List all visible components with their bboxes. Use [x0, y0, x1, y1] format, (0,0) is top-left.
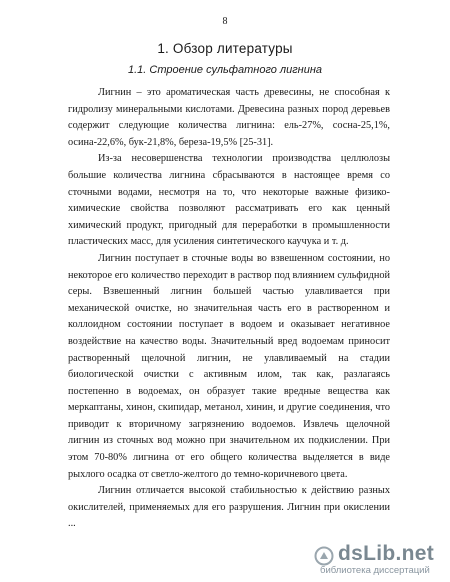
paragraph-wastewater-discharge: Из-за несовершенства технологии производства целлюлозы большие количества лигнина сбрасываются в настоящее время со сточными водами, несмотря на то, что некоторые важные физико-химические свойства позволяют рассматривать его как ценный химический продукт, пригодный для переработки в промышленности пластических масс, для усиления синтетического каучука и т. д.: [68, 153, 390, 248]
paragraph-lignin-definition: Лигнин – это ароматическая часть древесины, не способная к гидролизу минеральными кислотами. Древесина разных пород деревьев содержит следующие количества лигнина: ель-27%, сосна-25,1%, осина-22,6%, бук-21,8%, береза-19,5% [25-31].: [68, 87, 390, 148]
paragraph-lignin-stability: Лигнин отличается высокой стабильностью к действию разных окислителей, применяемых для его разрушения. Лигнин при окислении ...: [68, 485, 390, 530]
section-subheading: 1.1. Строение сульфатного лигнина: [127, 64, 323, 76]
paragraph-lignin-in-wastewater: Лигнин поступает в сточные воды во взвешенном состоянии, но некоторое его количество переходит в раствор под влиянием сульфидной серы. Взвешенный лигнин большей частью улавливается при механической очистке, но значительная часть его в растворенном и коллоидном состоянии поступает в водоем и оказывает негативное воздействие на качество воды. Значительный вред водоемам приносит растворенный щелочной лигнин, не улавливаемый на стадии биологической очистки с активным илом, так как, разлагаясь постепенно в водоемах, он образует такие вредные вещества как меркаптаны, хинон, скипидар, метанол, хинин, и другие соединения, что приводит к вторичному загрязнению водоемов. Извлечь щелочной лигнин из сточных вод можно при значительном их подкислении. При этом 70-80% лигнина от его общего количества выделяется в виде рыхлого осадка от светло-желтого до темно-коричневого цвета.: [68, 252, 390, 480]
watermark-domain: dsLib.net: [338, 542, 435, 565]
page-number: 8: [222, 16, 228, 27]
dslib-logo-icon: [314, 546, 334, 566]
watermark-tagline: библиотека диссертаций: [320, 565, 430, 576]
dslib-watermark[interactable]: [314, 542, 446, 578]
body-text: [68, 85, 390, 533]
chapter-heading: 1. Обзор литературы: [157, 41, 293, 56]
